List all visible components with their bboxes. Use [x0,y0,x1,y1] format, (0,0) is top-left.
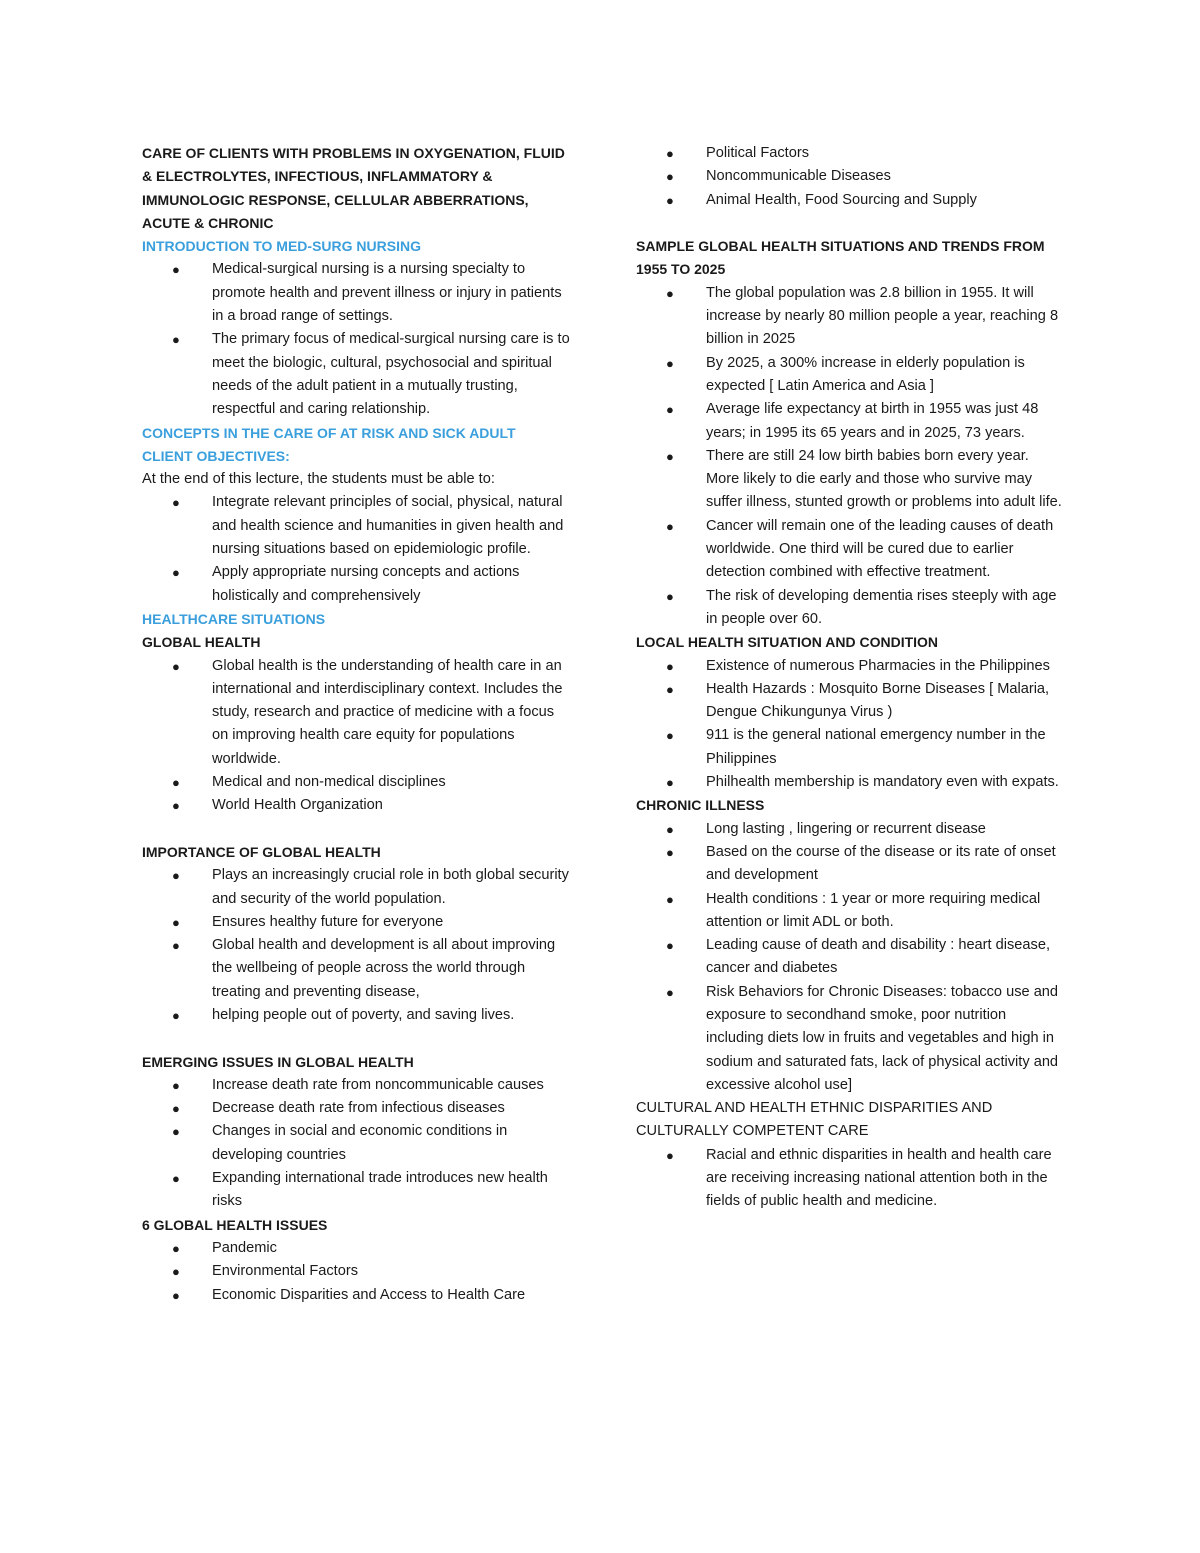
list-item [636,655,1064,678]
bullet-icon: ● [172,914,180,930]
bullet-icon: ● [666,984,674,1000]
bullet-icon: ● [172,565,180,581]
objectives-list [142,491,570,607]
bullet-icon: ● [172,658,180,674]
concepts-heading: CONCEPTS IN THE CARE OF AT RISK AND SICK ADULT [142,424,516,441]
local-health-list [636,655,1064,795]
list-item-text: Increase death rate from noncommunicable causes [212,1076,544,1093]
list-item-text: 911 is the general national emergency number in the Philippines [706,727,1046,767]
list-item-text: There are still 24 low birth babies born every year. More likely to die early and those who survive may suffer illness, stunted growth or problems into adult life. [706,447,1062,511]
spacer [142,818,570,841]
bullet-icon: ● [172,1007,180,1023]
list-item-text: Environmental Factors [212,1263,358,1280]
list-item [636,888,1064,935]
list-item-text: Plays an increasingly crucial role in both global security and security of the world population. [212,867,569,907]
list-item-text: helping people out of poverty, and saving lives. [212,1006,515,1023]
bullet-icon: ● [172,1264,180,1280]
list-item [636,1144,1064,1214]
list-item [142,655,570,771]
sample-trends-heading: SAMPLE GLOBAL HEALTH SITUATIONS AND TRENDS FROM 1955 TO 2025 [636,238,1045,278]
bullet-icon: ● [172,1124,180,1140]
list-item-text: Racial and ethnic disparities in health and health care are receiving increasing national attention both in the fields of public health and medicine. [706,1146,1052,1210]
list-item [142,1074,570,1097]
document-title: CARE OF CLIENTS WITH PROBLEMS IN OXYGENATION, FLUID & ELECTROLYTES, INFECTIOUS, INFLAMMATORY & IMMUNOLOGIC RESPONSE, CELLULAR ABBERRATIONS, ACUTE & CHRONIC [142,145,565,231]
chronic-illness-list [636,818,1064,1098]
bullet-icon: ● [666,891,674,907]
list-item-text: The risk of developing dementia rises steeply with age in people over 60. [706,587,1057,627]
bullet-icon: ● [666,402,674,418]
six-issues-list [142,1237,570,1307]
list-item-text: Noncommunicable Diseases [706,168,891,185]
list-item [636,724,1064,771]
bullet-icon: ● [172,798,180,814]
list-item [142,1260,570,1283]
list-item-text: Animal Health, Food Sourcing and Supply [706,191,977,208]
list-item [142,1004,570,1027]
list-item-text: Changes in social and economic conditions in developing countries [212,1123,508,1163]
list-item [636,352,1064,399]
list-item-text: The global population was 2.8 billion in 1955. It will increase by nearly 80 million people a year, reaching 8 billion in 2025 [706,284,1059,348]
bullet-icon: ● [172,1077,180,1093]
list-item [142,561,570,608]
bullet-icon: ● [666,775,674,791]
list-item [636,981,1064,1097]
bullet-icon: ● [172,775,180,791]
list-item-text: Cancer will remain one of the leading causes of death worldwide. One third will be cured due to earlier detection combined with effective treatment. [706,517,1054,581]
list-item [142,771,570,794]
list-item [636,515,1064,585]
bullet-icon: ● [666,285,674,301]
local-health-heading: LOCAL HEALTH SITUATION AND CONDITION [636,634,939,651]
list-item [636,818,1064,841]
bullet-icon: ● [666,1147,674,1163]
list-item-text: By 2025, a 300% increase in elderly population is expected [ Latin America and Asia ] [706,354,1025,394]
list-item-text: Risk Behaviors for Chronic Diseases: tobacco use and exposure to secondhand smoke, poor nutrition including diets low in fruits and vegetables and high in sodium and saturated fats, lack of physical activity and excessive alcohol use] [706,983,1059,1093]
bullet-icon: ● [666,821,674,837]
list-item [142,1120,570,1167]
list-item-text: Medical and non-medical disciplines [212,774,446,791]
bullet-icon: ● [666,728,674,744]
list-item [142,864,570,911]
list-item-text: Global health and development is all about improving the wellbeing of people across the world through treating and preventing disease, [212,937,556,1000]
list-item [636,398,1064,445]
list-item-text: Economic Disparities and Access to Health Care [212,1286,526,1303]
list-item-text: Pandemic [212,1239,277,1256]
intro-list [142,258,570,421]
list-item [142,328,570,421]
list-item-text: Health conditions : 1 year or more requiring medical attention or limit ADL or both. [706,890,1041,930]
cultural-list [636,1144,1064,1214]
chronic-illness-heading: CHRONIC ILLNESS [636,797,765,814]
list-item [142,258,570,328]
list-item [142,911,570,934]
global-health-heading: GLOBAL HEALTH [142,634,261,651]
bullet-icon: ● [172,1240,180,1256]
bullet-icon: ● [172,1101,180,1117]
cultural-heading-line-2: CULTURALLY COMPETENT CARE [636,1123,869,1140]
list-item-text: Based on the course of the disease or its rate of onset and development [706,843,1056,884]
list-item-text: Health Hazards : Mosquito Borne Diseases [ Malaria, Dengue Chikungunya Virus ) [706,680,1050,721]
global-health-list [142,655,570,818]
left-column [142,142,570,1307]
sample-trends-list [636,282,1064,631]
list-item-text: Global health is the understanding of health care in an international and interdisciplinary context. Includes the study, research and practice of medicine with a focus on improving health care equity for populations worldwide. [212,657,563,767]
bullet-icon: ● [666,192,674,208]
list-item [142,934,570,1004]
bullet-icon: ● [172,1287,180,1303]
list-item [636,585,1064,632]
list-item-text: World Health Organization [212,797,383,814]
list-item [636,142,1064,165]
importance-list [142,864,570,1027]
list-item [142,1097,570,1120]
right-column [636,142,1064,1214]
list-item [636,445,1064,515]
six-issues-heading: 6 GLOBAL HEALTH ISSUES [142,1216,328,1233]
list-item-text: Ensures healthy future for everyone [212,913,444,930]
list-item-text: Average life expectancy at birth in 1955 was just 48 years; in 1995 its 65 years and in 2025, 73 years. [706,401,1039,441]
list-item [142,794,570,817]
list-item-text: Integrate relevant principles of social, physical, natural and health science and humanities in given health and nursing situations based on epidemiologic profile. [212,494,564,558]
spacer [636,212,1064,235]
bullet-icon: ● [172,938,180,954]
cultural-heading-line-1: CULTURAL AND HEALTH ETHNIC DISPARITIES AND [636,1100,993,1117]
bullet-icon: ● [666,681,674,697]
list-item-text: The primary focus of medical-surgical nursing care is to meet the biologic, cultural, psychosocial and spiritual needs of the adult patient in a mutually trusting, respectful and caring relationship. [212,331,570,418]
list-item-text: Existence of numerous Pharmacies in the Philippines [706,657,1050,674]
list-item [142,1237,570,1260]
list-item [142,1167,570,1214]
list-item [636,841,1064,888]
list-item [142,1284,570,1307]
emerging-list [142,1074,570,1214]
list-item-text: Decrease death rate from infectious diseases [212,1100,505,1117]
bullet-icon: ● [172,262,180,278]
importance-heading: IMPORTANCE OF GLOBAL HEALTH [142,843,381,860]
list-item-text: Expanding international trade introduces new health risks [212,1170,548,1210]
bullet-icon: ● [666,169,674,185]
bullet-icon: ● [172,495,180,511]
bullet-icon: ● [666,588,674,604]
bullet-icon: ● [666,844,674,860]
list-item [636,165,1064,188]
list-item-text: Medical-surgical nursing is a nursing specialty to promote health and prevent illness or injury in patients in a broad range of settings. [212,261,562,325]
list-item-text: Political Factors [706,145,809,161]
list-item-text: Long lasting , lingering or recurrent disease [706,820,986,837]
list-item-text: Leading cause of death and disability : heart disease, cancer and diabetes [706,937,1051,977]
list-item [636,189,1064,212]
list-item-text: Apply appropriate nursing concepts and actions holistically and comprehensively [212,564,520,604]
objectives-intro: At the end of this lecture, the students must be able to: [142,471,495,488]
emerging-heading: EMERGING ISSUES IN GLOBAL HEALTH [142,1053,414,1070]
healthcare-heading: HEALTHCARE SITUATIONS [142,610,326,627]
bullet-icon: ● [172,868,180,884]
list-item [636,934,1064,981]
list-item-text: Philhealth membership is mandatory even with expats. [706,774,1059,791]
six-issues-list-continued [636,142,1064,212]
bullet-icon: ● [666,518,674,534]
list-item [636,771,1064,794]
objectives-heading: CLIENT OBJECTIVES: [142,447,290,464]
bullet-icon: ● [666,146,674,161]
bullet-icon: ● [666,448,674,464]
bullet-icon: ● [172,332,180,348]
list-item [636,678,1064,725]
list-item [636,282,1064,352]
bullet-icon: ● [666,355,674,371]
bullet-icon: ● [666,938,674,954]
bullet-icon: ● [172,1171,180,1187]
list-item [142,491,570,561]
bullet-icon: ● [666,658,674,674]
intro-heading: INTRODUCTION TO MED-SURG NURSING [142,238,421,255]
spacer [142,1027,570,1050]
